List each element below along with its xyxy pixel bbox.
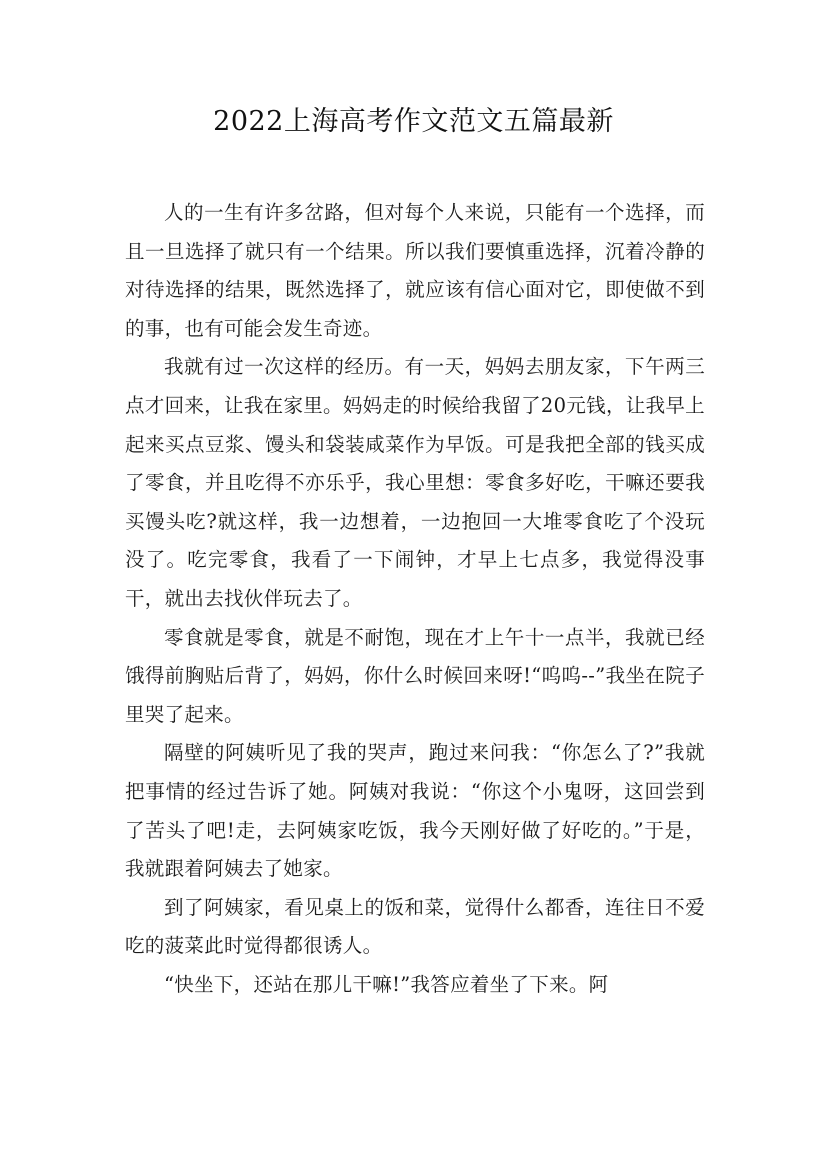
paragraph-4: 隔壁的阿姨听见了我的哭声，跑过来问我：“你怎么了?”我就把事情的经过告诉了她。阿姨对我说：“你这个小鬼呀，这回尝到了苦头了吧!走，去阿姨家吃饭，我今天刚好做了好吃的。”于是，我就跟着阿姨去了她家。 xyxy=(125,741,705,881)
paragraph-5: 到了阿姨家，看见桌上的饭和菜，觉得什么都香，连往日不爱吃的菠菜此时觉得都很诱人。 xyxy=(125,895,705,958)
paragraph-3: 零食就是零食，就是不耐饱，现在才上午十一点半，我就已经饿得前胸贴后背了，妈妈，你什么时候回来呀!“呜呜--”我坐在院子里哭了起来。 xyxy=(125,625,705,726)
document-body xyxy=(125,194,705,1004)
paragraph-1: 人的一生有许多岔路，但对每个人来说，只能有一个选择，而且一旦选择了就只有一个结果。所以我们要慎重选择，沉着冷静的对待选择的结果，既然选择了，就应该有信心面对它，即使做不到的事，也有可能会发生奇迹。 xyxy=(125,201,705,340)
paragraph-6: “快坐下，还站在那儿干嘛!”我答应着坐了下来。阿 xyxy=(164,972,609,996)
paragraph-2: 我就有过一次这样的经历。有一天，妈妈去朋友家，下午两三点才回来，让我在家里。妈妈走的时候给我留了20元钱，让我早上起来买点豆浆、馒头和袋装咸菜作为早饭。可是我把全部的钱买成了零食，并且吃得不亦乐乎，我心里想：零食多好吃，干嘛还要我买馒头吃?就这样，我一边想着，一边抱回一大堆零食吃了个没玩没了。吃完零食，我看了一下闹钟，才早上七点多，我觉得没事干，就出去找伙伴玩去了。 xyxy=(125,355,705,610)
document-title: 2022上海高考作文范文五篇最新 xyxy=(213,106,614,137)
